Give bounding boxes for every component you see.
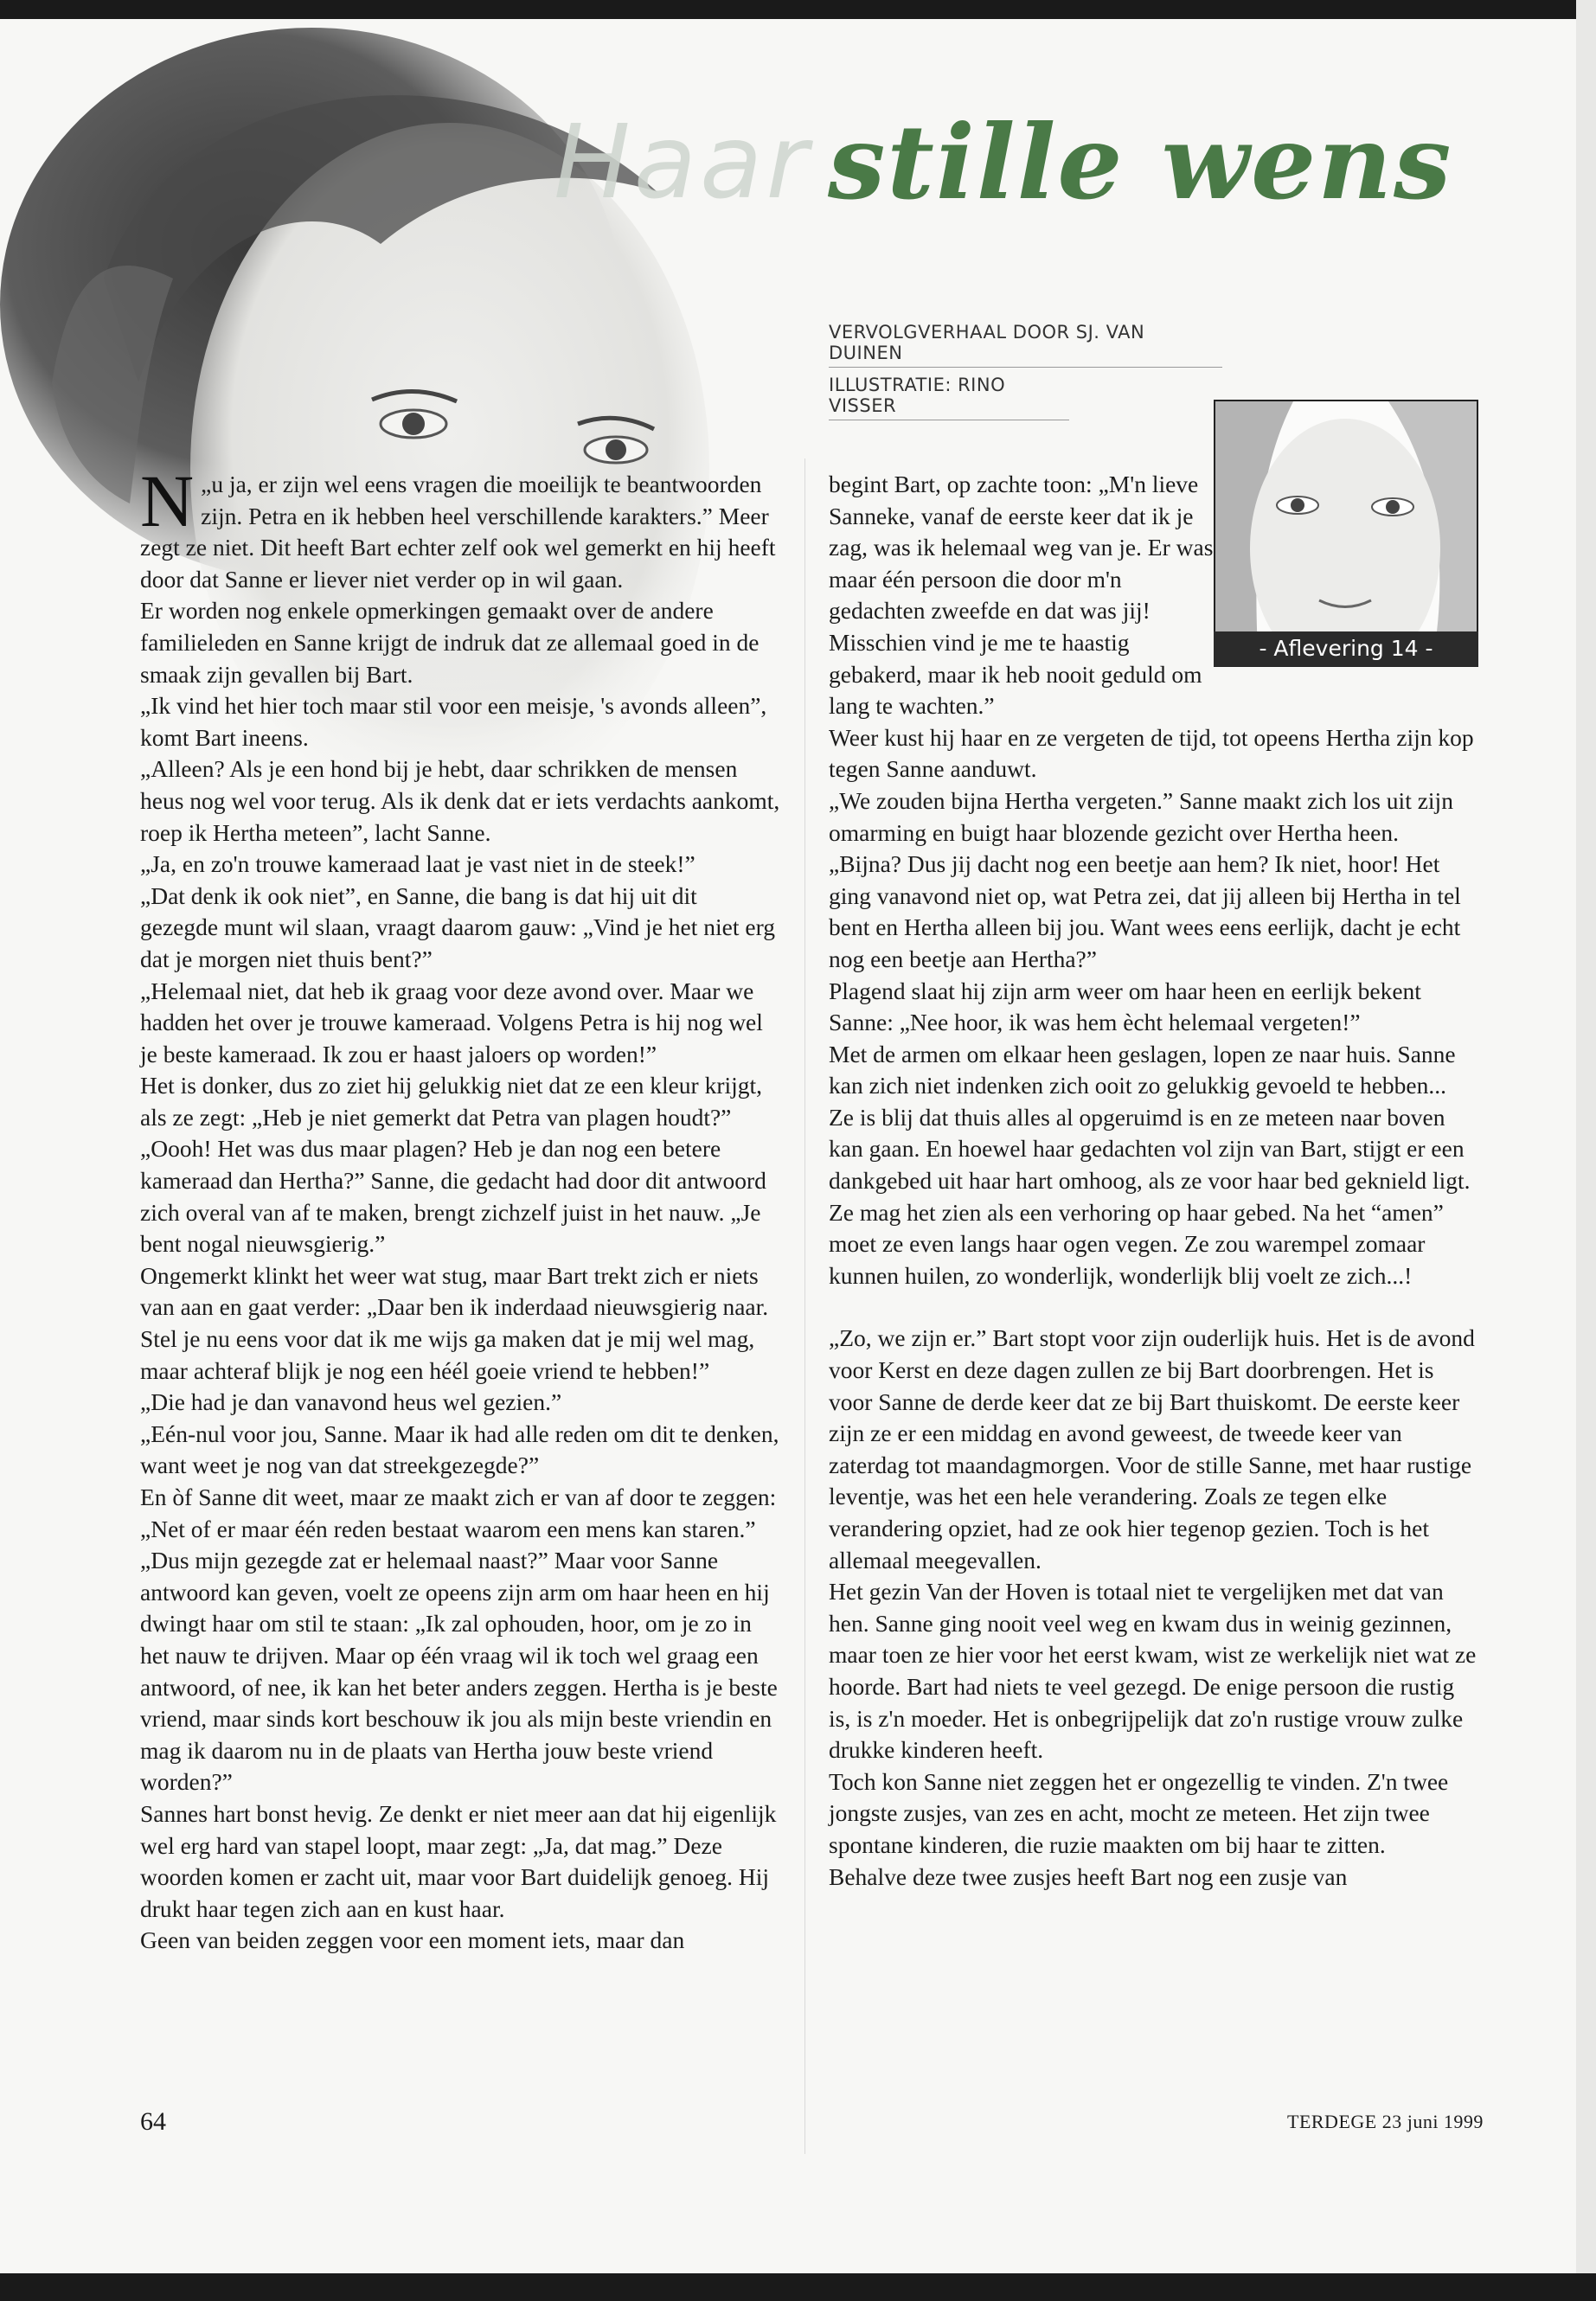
paragraph: „Alleen? Als je een hond bij je hebt, daar schrikken de mensen heus nog wel voor terug. Als ik denk dat er iets verdachts aankomt, roep ik Hertha meteen”, lacht Sanne.: [140, 755, 780, 846]
paragraph: Met de armen om elkaar heen geslagen, lopen ze naar huis. Sanne kan zich niet indenken zich ooit zo gelukkig gevoeld te hebben...: [829, 1040, 1456, 1099]
episode-label: - Aflevering 14 -: [1214, 631, 1478, 666]
paragraph: begint Bart, op zachte toon: „M'n lieve Sanneke, vanaf de eerste keer dat ik je zag, was ik helemaal weg van je. Er was maar één persoon die door m'n gedachten zweefde en dat was jij! Misschien vind je me te haastig gebakerd, maar ik heb nooit geduld om lang te wachten.”: [829, 471, 1214, 720]
publication-footer: TERDEGE 23 juni 1999: [1287, 2111, 1484, 2132]
title-faded-word: Haar: [554, 102, 811, 221]
paragraph: „Ja, en zo'n trouwe kameraad laat je vast niet in de steek!”: [140, 850, 695, 878]
paragraph: „Eén-nul voor jou, Sanne. Maar ik had alle reden om dit te denken, want weet je nog van dat streekgezegde?”: [140, 1420, 779, 1479]
bottom-border: [0, 2273, 1596, 2301]
paragraph: Er worden nog enkele opmerkingen gemaakt over de andere familieleden en Sanne krijgt de indruk dat ze allemaal goed in de smaak zijn gevallen bij Bart.: [140, 597, 760, 688]
paragraph: En òf Sanne dit weet, maar ze maakt zich er van af door te zeggen: „Net of er maar één reden bestaat waarom een mens kan staren.”: [140, 1484, 777, 1542]
paragraph: „Zo, we zijn er.” Bart stopt voor zijn ouderlijk huis. Het is de avond voor Kerst en deze dagen zullen ze bij Bart doorbrengen. Het is voor Sanne de derde keer dat ze bij Bart thuiskomt. De eerste keer zijn ze er een middag en avond geweest, de tweede keer van zaterdag tot maandagmorgen. Voor de stille Sanne, met haar rustige leventje, was het een hele verandering. Zoals ze tegen elke verandering opziet, had ze ook hier tegenop gezien. Toch is het allemaal meegevallen.: [829, 1324, 1475, 1574]
paragraph: Geen van beiden zeggen voor een moment iets, maar dan: [140, 1926, 685, 1954]
paragraph: „We zouden bijna Hertha vergeten.” Sanne maakt zich los uit zijn omarming en buigt haar blozende gezicht over Hertha heen.: [829, 786, 1453, 846]
paragraph: „Oooh! Het was dus maar plagen? Heb je dan nog een betere kameraad dan Hertha?” Sanne, die gedacht had door dit antwoord zich overal van af te maken, brengt zichzelf juist in het nauw. „Je bent nogal nieuwsgierig.”: [140, 1135, 766, 1258]
paragraph: „Ik vind het hier toch maar stil voor een meisje, 's avonds alleen”, komt Bart ineens.: [140, 692, 767, 751]
paragraph: Ongemerkt klinkt het weer wat stug, maar Bart trekt zich er niets van aan en gaat verder: „Daar ben ik inderdaad nieuwsgierig naar. Stel je nu eens voor dat ik me wijs ga maken dat je mij wel mag, maar achteraf blijk je nog een héél goeie vriend te hebben!”: [140, 1261, 769, 1384]
paragraph: „Die had je dan vanavond heus wel gezien.”: [140, 1388, 562, 1416]
paragraph: „Bijna? Dus jij dacht nog een beetje aan hem? Ik niet, hoor! Het ging vanavond niet op, wat Petra zei, dat jij alleen bij Hertha in tel bent en Hertha alleen bij jou. Want wees eens eerlijk, dacht je echt nog een beetje aan Hertha?”: [829, 850, 1461, 972]
right-edge: [1576, 0, 1596, 2301]
paragraph: „Dat denk ik ook niet”, en Sanne, die bang is dat hij uit dit gezegde munt wil slaan, vraagt daarom gauw: „Vind je het niet erg dat je morgen niet thuis bent?”: [140, 881, 775, 972]
paragraph: Het is donker, dus zo ziet hij gelukkig niet dat ze een kleur krijgt, als ze zegt: „Heb je niet gemerkt dat Petra van plagen houdt?”: [140, 1072, 763, 1131]
paragraph: Plagend slaat hij zijn arm weer om haar heen en eerlijk bekent Sanne: „Nee hoor, ik was hem ècht helemaal vergeten!”: [829, 977, 1421, 1036]
paragraph: Behalve deze twee zusjes heeft Bart nog een zusje van: [829, 1862, 1348, 1890]
page-number: 64: [140, 2107, 166, 2136]
illustrator-credit: ILLUSTRATIE: RINO VISSER: [829, 375, 1069, 420]
section-gap: [829, 1292, 1479, 1323]
author-credit: VERVOLGVERHAAL DOOR SJ. VAN DUINEN: [829, 322, 1222, 368]
text-column-left: [140, 459, 780, 1957]
paragraph: Weer kust hij haar en ze vergeten de tijd, tot opeens Hertha zijn kop tegen Sanne aanduwt.: [829, 723, 1474, 783]
paragraph: „Helemaal niet, dat heb ik graag voor deze avond over. Maar we hadden het over je trouwe kameraad. Volgens Petra is hij nog wel je beste kameraad. Ik zou er haast jaloers op worden!”: [140, 977, 763, 1067]
paragraph: „u ja, er zijn wel eens vragen die moeilijk te beantwoorden zijn. Petra en ik hebben heel verschillende karakters.” Meer zegt ze niet. Dit heeft Bart echter zelf ook wel gemerkt en hij heeft door dat Sanne er liever niet verder op in wil gaan.: [140, 471, 776, 593]
text-column-right: [829, 469, 1479, 1893]
top-border: [0, 0, 1596, 19]
paragraph: Ze is blij dat thuis alles al opgeruimd is en ze meteen naar boven kan gaan. En hoewel haar gedachten vol zijn van Bart, stijgt er een dankgebed uit haar hart omhoog, als ze voor haar bed geknield ligt. Ze mag het zien als een verhoring op haar gebed. Na het “amen” moet ze even langs haar ogen vegen. Ze zou warempel zomaar kunnen huilen, zo wonderlijk, wonderlijk blij voelt ze zich...!: [829, 1103, 1471, 1289]
paragraph: Sannes hart bonst hevig. Ze denkt er niet meer aan dat hij eigenlijk wel erg hard van stapel loopt, maar zegt: „Ja, dat mag.” Deze woorden komen er zacht uit, maar voor Bart duidelijk genoeg. Hij drukt haar tegen zich aan en kust haar.: [140, 1799, 777, 1922]
column-divider: [804, 458, 805, 2154]
paragraph: Toch kon Sanne niet zeggen het er ongezellig te vinden. Z'n twee jongste zusjes, van zes en acht, mocht ze meteen. Het zijn twee spontane kinderen, die ruzie maakten om bij haar te zitten.: [829, 1767, 1449, 1858]
drop-cap: N: [140, 459, 195, 542]
page-title: stille wens: [828, 102, 1453, 222]
paragraph: Het gezin Van der Hoven is totaal niet te vergelijken met dat van hen. Sanne ging nooit veel weg en kwam dus in weinig gezinnen, maar toen ze hier voor het eerst kwam, wist ze werkelijk niet wat ze hoorde. Bart had niets te veel gezegd. De enige persoon die rustig is, is z'n moeder. Het is onbegrijpelijk dat zo'n rustige vrouw zulke drukke kinderen heeft.: [829, 1578, 1477, 1764]
paragraph: „Dus mijn gezegde zat er helemaal naast?” Maar voor Sanne antwoord kan geven, voelt ze opeens zijn arm om haar heen en hij dwingt haar om stil te staan: „Ik zal ophouden, hoor, om je zo in het nauw te drijven. Maar op één vraag wil ik toch wel graag een antwoord, of nee, ik kan het beter anders zeggen. Hertha is je beste vriend, maar sinds kort beschouw ik jou als mijn beste vriendin en mag ik daarom nu in de plaats van Hertha jouw beste vriend worden?”: [140, 1547, 778, 1796]
